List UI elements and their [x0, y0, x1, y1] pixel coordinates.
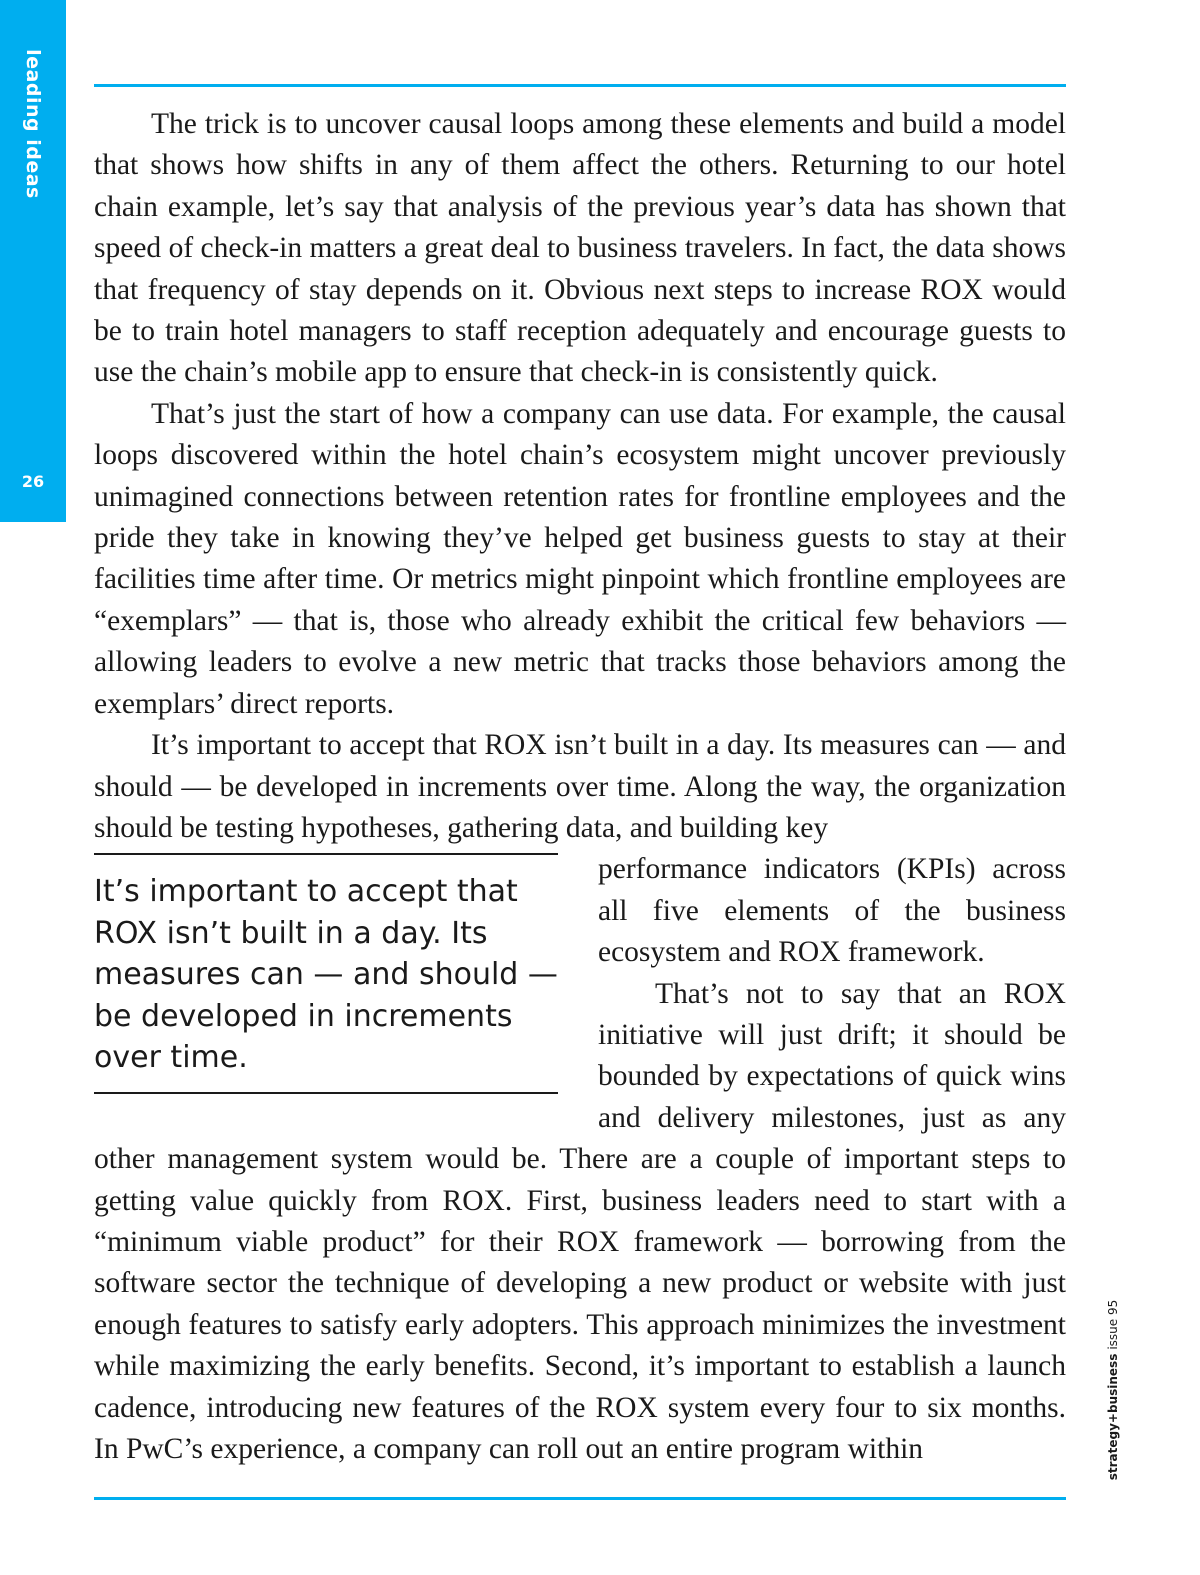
section-tab	[0, 0, 66, 522]
paragraph-4: That’s not to say that an ROX initiative will just drift; it should be bounded by expectations of quick wins and delivery milestones, just as any other management system would be. There are a couple of important steps to getting value quickly from ROX. First, business leaders need to start with a “minimum viable product” for their ROX framework — borrowing from the software sector the technique of developing a new product or website with just enough features to satisfy early adopters. This approach minimizes the investment while maximizing the early benefits. Second, it’s important to establish a launch cadence, introducing new features of the ROX system every four to six months. In PwC’s experience, a company can roll out an entire program within	[94, 977, 1066, 1465]
article-body	[94, 104, 1066, 1470]
page-number: 26	[21, 472, 45, 491]
issue-number: issue 95	[1106, 1299, 1120, 1350]
top-rule	[94, 84, 1066, 87]
pull-quote-text: It’s important to accept that ROX isn’t built in a day. Its measures can — and should — be developed in increments over time.	[94, 874, 558, 1075]
publication-credit	[1106, 1300, 1120, 1481]
paragraph-3: It’s important to accept that ROX isn’t built in a day. Its measures can — and should — be developed in increments over time. Along the way, the organization should be testing hypotheses, gathering data, and building key	[94, 729, 1066, 844]
paragraph-3-continued: performance indicators (KPIs) across all five elements of the business ecosystem and ROX framework.	[598, 853, 1066, 969]
pull-quote-bottom-rule	[94, 1092, 558, 1094]
paragraph-2: That’s just the start of how a company can use data. For example, the causal loops discovered within the hotel chain’s ecosystem might uncover previously unimagined connections between retention rates for frontline employees and the pride they take in knowing they’ve helped get business guests to stay at their facilities time after time. Or metrics might pinpoint which frontline employees are “exemplars” — that is, those who already exhibit the critical few behaviors — allowing leaders to evolve a new metric that tracks those behaviors among the exemplars’ direct reports.	[94, 397, 1066, 720]
pull-quote	[94, 853, 558, 1094]
publication-name: strategy+business	[1106, 1353, 1120, 1481]
pull-quote-top-rule	[94, 853, 558, 855]
paragraph-1: The trick is to uncover causal loops among these elements and build a model that shows how shifts in any of them affect the others. Returning to our hotel chain example, let’s say that analysis of the previous year’s data has shown that speed of check-in matters a great deal to business travelers. In fact, the data shows that frequency of stay depends on it. Obvious next steps to increase ROX would be to train hotel managers to staff reception adequately and encourage guests to use the chain’s mobile app to ensure that check-in is consistently quick.	[94, 108, 1066, 389]
bottom-rule	[94, 1497, 1066, 1500]
section-label: leading ideas	[22, 49, 44, 199]
